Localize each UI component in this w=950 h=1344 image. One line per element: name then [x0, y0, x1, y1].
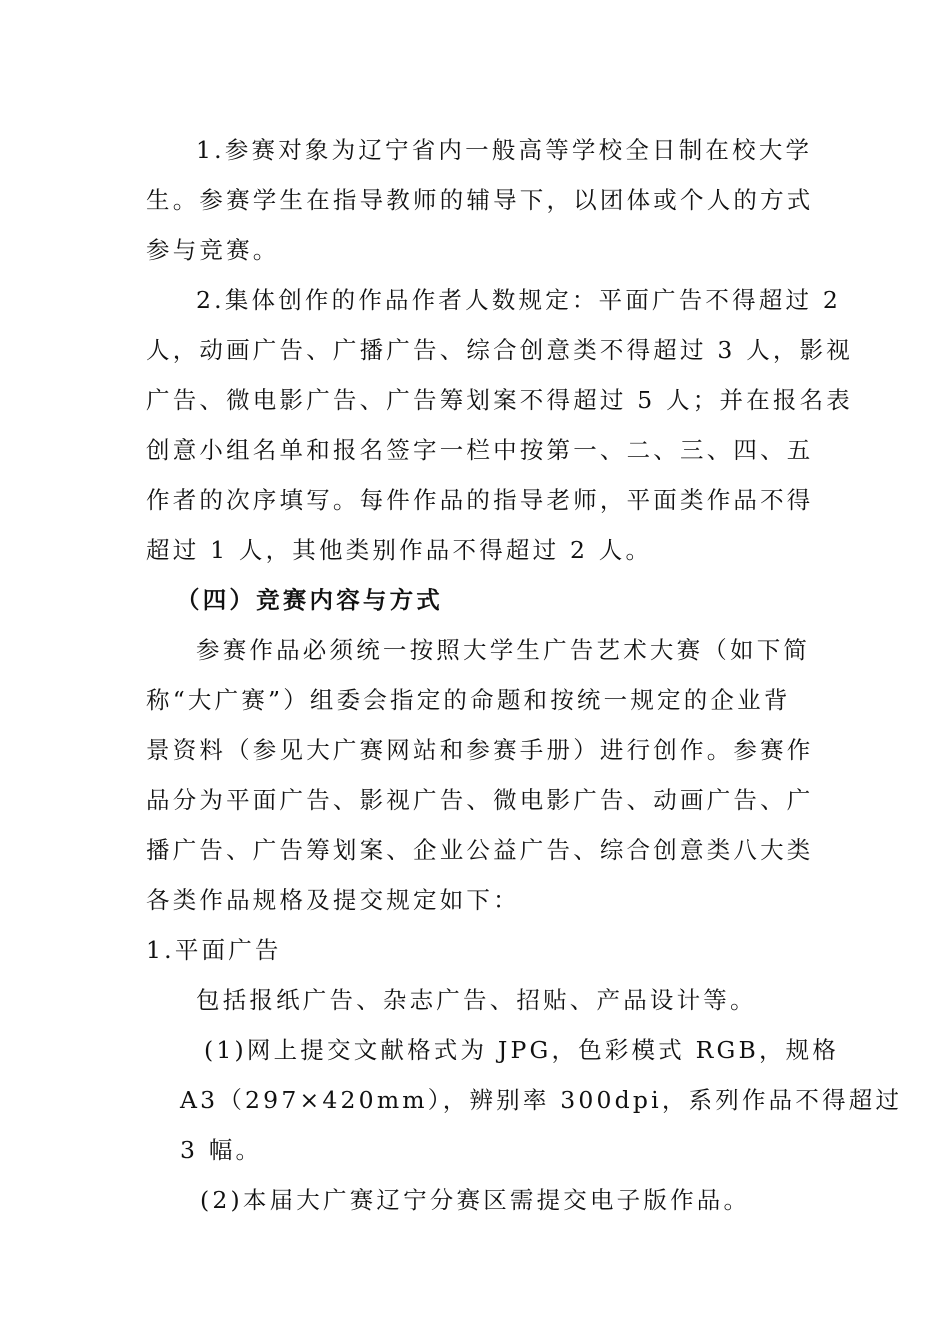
paragraph-line: A3（297×420mm），辨别率 300dpi，系列作品不得超过 [180, 1086, 903, 1114]
paragraph-line: 各类作品规格及提交规定如下： [146, 886, 520, 914]
paragraph-line: 超过 1 人，其他类别作品不得超过 2 人。 [146, 536, 653, 564]
paragraph-line: 参与竞赛。 [146, 236, 280, 264]
section-heading: （四）竞赛内容与方式 [176, 586, 443, 614]
paragraph-line: 景资料（参见大广赛网站和参赛手册）进行创作。参赛作 [146, 736, 814, 764]
paragraph-line: 生。参赛学生在指导教师的辅导下，以团体或个人的方式 [146, 186, 814, 214]
paragraph-line: (1)网上提交文献格式为 JPG，色彩模式 RGB，规格 [204, 1036, 840, 1064]
paragraph-line: 1.参赛对象为辽宁省内一般高等学校全日制在校大学 [196, 136, 813, 164]
subsection-heading: 1.平面广告 [146, 936, 282, 964]
paragraph-line: 2.集体创作的作品作者人数规定：平面广告不得超过 2 [196, 286, 842, 314]
paragraph-line: 包括报纸广告、杂志广告、招贴、产品设计等。 [196, 986, 757, 1014]
paragraph-line: 参赛作品必须统一按照大学生广告艺术大赛（如下简 [196, 636, 811, 664]
paragraph-line: 广告、微电影广告、广告筹划案不得超过 5 人；并在报名表 [146, 386, 853, 414]
paragraph-line: 人，动画广告、广播广告、综合创意类不得超过 3 人，影视 [146, 336, 853, 364]
paragraph-line: 称“大广赛”）组委会指定的命题和按统一规定的企业背 [146, 686, 791, 714]
paragraph-line: 作者的次序填写。每件作品的指导老师，平面类作品不得 [146, 486, 814, 514]
paragraph-line: (2)本届大广赛辽宁分赛区需提交电子版作品。 [200, 1186, 751, 1214]
paragraph-line: 播广告、广告筹划案、企业公益广告、综合创意类八大类 [146, 836, 814, 864]
paragraph-line: 品分为平面广告、影视广告、微电影广告、动画广告、广 [146, 786, 814, 814]
paragraph-line: 创意小组名单和报名签字一栏中按第一、二、三、四、五 [146, 436, 814, 464]
paragraph-line: 3 幅。 [180, 1136, 263, 1164]
